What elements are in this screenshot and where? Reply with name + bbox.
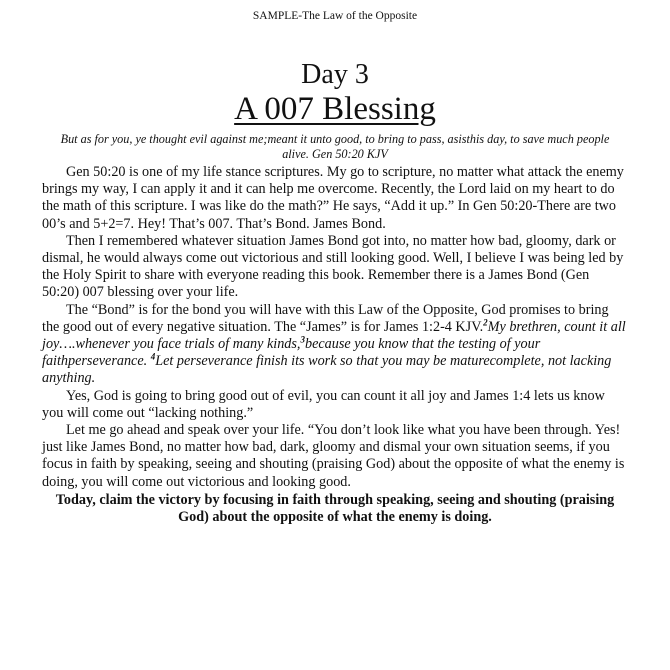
verse-3-text: because you know that the testing of your faithperseverance. bbox=[42, 336, 541, 370]
closing-statement: Today, claim the victory by focusing in faith through speaking, seeing and shouting (praising God) about the opposite of what the enemy is doing. bbox=[55, 491, 615, 526]
paragraph-3 bbox=[42, 302, 628, 388]
paragraph-3-lead: The “Bond” is for the bond you will have with this Law of the Opposite, God promises to bring the good out of every negative situation. The “James” is for James 1:2-4 KJV. bbox=[42, 301, 609, 335]
paragraph-1: Gen 50:20 is one of my life stance scriptures. My go to scripture, no matter what attack the enemy brings my way, I can apply it and it can help me overcome. Recently, the Lord laid on my heart to do the math of this scripture. I was like do the math?” He says, “Add it up.” In Gen 50:20-There are two 00’s and 5+2=7. Hey! That’s 007. That’s Bond. James Bond. bbox=[42, 164, 624, 232]
running-header: SAMPLE-The Law of the Opposite bbox=[252, 10, 418, 22]
paragraph-2: Then I remembered whatever situation James Bond got into, no matter how bad, gloomy, dark or dismal, he would always come out victorious and still looking good. Well, I believe I was being led by the Holy Spirit to share with everyone reading this book. Remember there is a James Bond (Gen 50:20) 007 blessing over your life. bbox=[42, 232, 624, 301]
verse-2-text: My brethren, count it all joy….whenever you face trials of many kinds, bbox=[42, 318, 626, 353]
epigraph-scripture: But as for you, ye thought evil against me;meant it unto good, to bring to pass, asisthis day, to save much people alive. Gen 50:20 KJV bbox=[60, 132, 610, 161]
verse-number-3: 3 bbox=[300, 334, 305, 345]
chapter-title bbox=[42, 91, 628, 127]
chapter-title-text: A 007 Blessing bbox=[234, 91, 436, 127]
day-heading: Day 3 bbox=[301, 59, 369, 90]
paragraph-5: Let me go ahead and speak over your life. “You don’t look like what you have been through. Yes! just like James Bond, no matter how bad, dark, gloomy and dismal your own situation seems, if you focus in faith by speaking, seeing and shouting (praising God) about the opposite of what the enemy is doing, you will come out victorious and looking good. bbox=[42, 422, 625, 490]
verse-number-2: 2 bbox=[483, 317, 488, 328]
verse-number-4: 4 bbox=[150, 351, 156, 362]
verse-4-text: Let perseverance finish its work so that you may be maturecomplete, not lacking anything. bbox=[42, 353, 612, 387]
paragraph-4: Yes, God is going to bring good out of evil, you can count it all joy and James 1:4 lets us know you will come out “lacking nothing.” bbox=[42, 387, 605, 421]
